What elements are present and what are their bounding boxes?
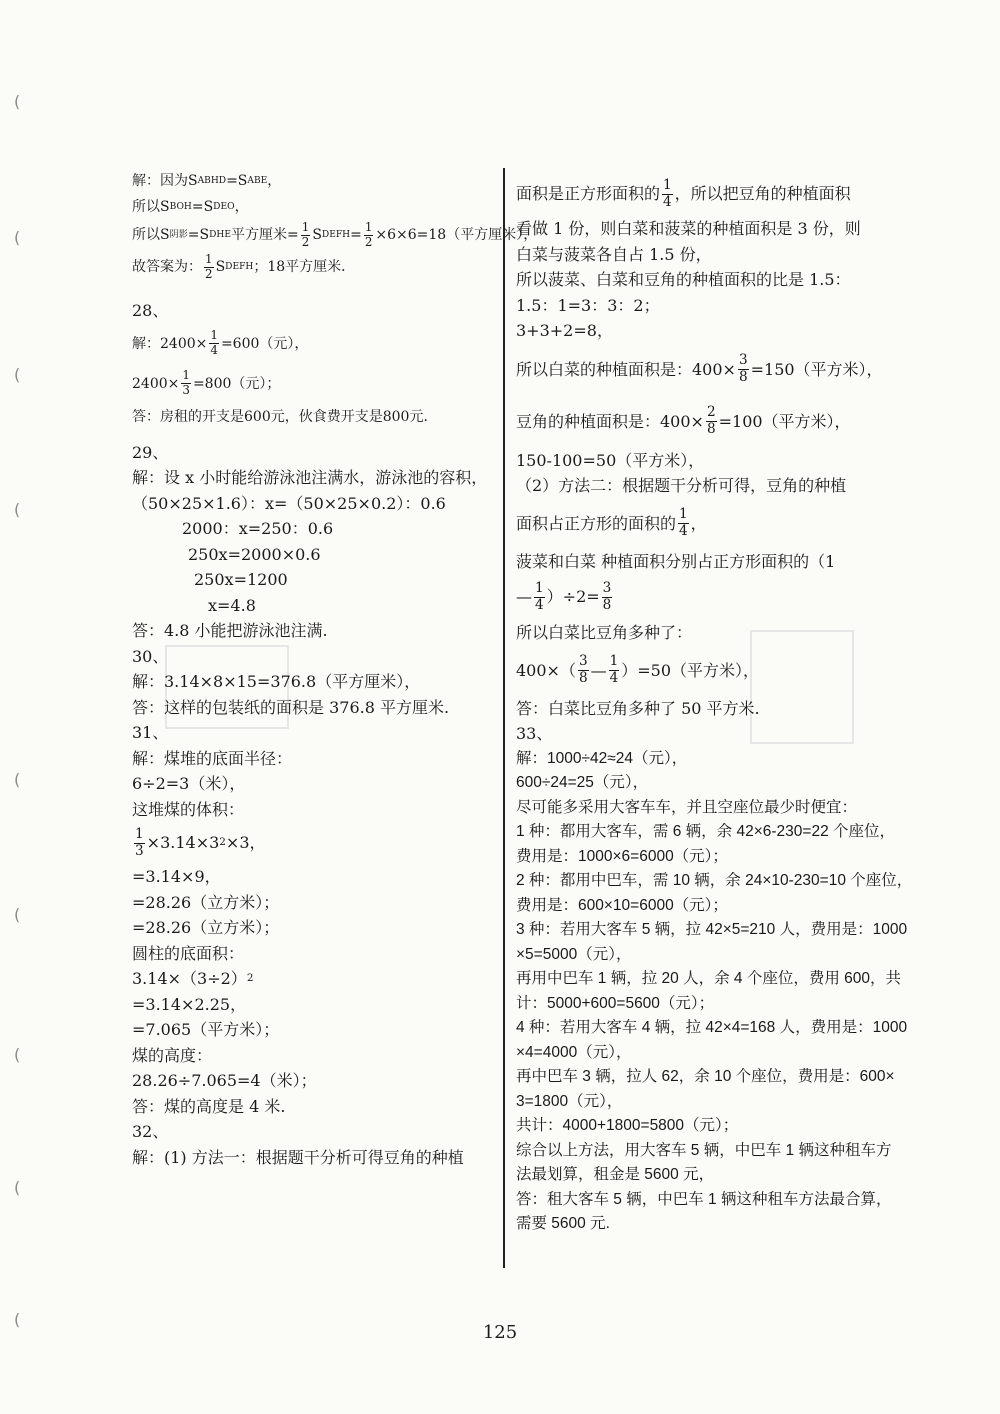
solution-line: 400×（ $\frac{3}{8}$ — $\frac{1}{4}$ ）=50（平方米）， — [516, 653, 760, 686]
solution-line: （50×25×1.6）：x=（50×25×0.2）：0.6 — [132, 493, 446, 513]
solution-line: =3.14×2.25， — [132, 994, 247, 1014]
answer-line: 答：4.8 小能把游泳池注满. — [132, 621, 328, 640]
solution-line: $\frac{1}{3}$ ×3.14×3 2 ×3， — [135, 825, 266, 859]
solution-line: 法最划算，租金是 5600 元， — [516, 1166, 715, 1183]
solution-line: 再用中巴车 1 辆，拉 20 人，余 4 个座位，费用 600，共 — [516, 970, 901, 987]
solution-line: 2400× $\frac{1}{3}$ =800（元）； — [132, 368, 281, 397]
solution-line: 3=1800（元）， — [516, 1092, 623, 1110]
solution-line: 解：设 x 小时能给游泳池注满水，游泳池的容积， — [132, 468, 488, 487]
answer-line: 答：煤的高度是 4 米. — [132, 1096, 286, 1116]
solution-line: 费用是：600×10=6000（元）； — [516, 896, 728, 914]
solution-line: 解：(1) 方法一：根据题干分析可得豆角的种植 — [132, 1147, 464, 1167]
fraction: $\frac{3}{8}$ — [738, 352, 748, 385]
fraction: $\frac{1}{4}$ — [535, 579, 544, 613]
binding-hole-mark: ( — [14, 365, 21, 384]
fraction: $\frac{1}{2}$ — [301, 219, 310, 249]
solution-line: 所以白菜比豆角多种了： — [516, 623, 693, 642]
binding-hole-mark: ( — [14, 228, 21, 247]
fraction: $\frac{3}{8}$ — [578, 653, 588, 686]
question-number: 33、 — [516, 724, 553, 743]
solution-line: — $\frac{1}{4}$ ）÷2= $\frac{3}{8}$ — [516, 579, 612, 613]
question-number: 30、 — [132, 646, 169, 666]
binding-hole-mark: ( — [14, 1310, 21, 1329]
binding-hole-mark: ( — [14, 92, 21, 111]
fraction: $\frac{3}{8}$ — [602, 579, 612, 613]
solution-line: 共计：4000+1800=5800（元）； — [516, 1117, 739, 1134]
question-number: 32、 — [132, 1122, 169, 1141]
solution-line: 所以S 阴影 =S DHE 平方厘米= $\frac{1}{2}$ S DEFH = $\frac{1}{2}$ ×6×6=18（平方厘米）， — [132, 219, 538, 249]
solution-line: 煤的高度： — [132, 1045, 213, 1065]
solution-line: 故答案为： $\frac{1}{2}$ S DEFH ；18平方厘米． — [132, 251, 356, 281]
solution-line: 250x=2000×0.6 — [188, 544, 321, 564]
solution-line: 6÷2=3（米）， — [132, 774, 246, 793]
solution-line: ×4=4000（元）， — [516, 1043, 632, 1061]
solution-line: ×5=5000（元）， — [516, 945, 632, 963]
binding-hole-mark: ( — [14, 1045, 21, 1064]
fraction: $\frac{1}{3}$ — [135, 825, 144, 859]
solution-line: 看做 1 份，则白菜和菠菜的种植面积是 3 份，则 — [516, 219, 861, 238]
solution-line: 1 种：都用大客车，需 6 辆，余 42×6-230=22 个座位， — [516, 823, 896, 840]
binding-hole-mark: ( — [14, 770, 21, 789]
solution-line: 综合以上方法，用大客车 5 辆，中巴车 1 辆这种租车方 — [516, 1141, 892, 1159]
fraction: $\frac{1}{3}$ — [182, 368, 190, 397]
solution-line: =28.26（立方米）； — [132, 892, 280, 912]
solution-line: 所以白菜的种植面积是：400× $\frac{3}{8}$ =150（平方米）， — [516, 352, 883, 385]
solution-line: 600÷24=25（元）， — [516, 774, 649, 791]
solution-line: 圆柱的底面积： — [132, 943, 245, 963]
question-number: 29、 — [132, 442, 169, 462]
column-divider — [503, 168, 505, 1268]
binding-hole-mark: ( — [14, 500, 21, 519]
solution-line: 再中巴车 3 辆，拉人 62，余 10 个座位，费用是：600× — [516, 1068, 895, 1085]
solution-line: 面积是正方形面积的 $\frac{1}{4}$ ，所以把豆角的种植面积 — [516, 176, 851, 210]
solution-line: 费用是：1000×6=6000（元）； — [516, 847, 728, 865]
solution-line: 尽可能多采用大客车车，并且空座位最少时便宜： — [516, 798, 858, 816]
solution-line: 面积占正方形的面积的 $\frac{1}{4}$ ， — [516, 506, 707, 539]
left-column — [132, 168, 538, 1170]
binding-hole-mark: ( — [14, 905, 21, 924]
solution-line: =28.26（立方米）； — [132, 918, 280, 937]
solution-line: 豆角的种植面积是：400× $\frac{2}{8}$ =100（平方米）， — [516, 404, 851, 437]
binding-hole-mark: ( — [14, 1178, 21, 1197]
fraction: $\frac{1}{4}$ — [679, 506, 688, 539]
solution-line: x=4.8 — [208, 595, 256, 615]
solution-line: 解：3.14×8×15=376.8（平方厘米）， — [132, 672, 421, 691]
solution-line: 150-100=50（平方米）， — [516, 450, 705, 470]
answer-line: 答：这样的包装纸的面积是 376.8 平方厘米. — [132, 697, 450, 717]
right-column — [516, 172, 913, 1237]
answer-line: 答：房租的开支是600元，伙食费开支是800元． — [132, 408, 438, 425]
fraction: $\frac{2}{8}$ — [706, 404, 716, 437]
fraction: $\frac{1}{4}$ — [210, 328, 218, 357]
solution-line: 3 种：若用大客车 5 辆，拉 42×5=210 人，费用是：1000 — [516, 921, 908, 938]
solution-line: =7.065（平方米）； — [132, 1020, 280, 1039]
solution-line: 解：1000÷42≈24（元）， — [516, 749, 688, 767]
solution-line: 解：2400× $\frac{1}{4}$ =600（元）， — [132, 328, 309, 357]
solution-line: 菠菜和白菜 种植面积分别占正方形面积的（1 — [516, 551, 836, 571]
solution-line: =3.14×9， — [132, 867, 221, 886]
solution-line: 解：因为S ABHD =S ABE ， — [132, 173, 282, 189]
page-number: 125 — [482, 1322, 518, 1343]
fraction: $\frac{1}{2}$ — [205, 251, 213, 281]
solution-line: 所以S BOH =S DEO ， — [132, 199, 249, 215]
fraction: $\frac{1}{4}$ — [609, 653, 619, 686]
answer-line: 答：白菜比豆角多种了 50 平方米. — [516, 698, 760, 718]
solution-line: 4 种：若用大客车 4 辆，拉 42×4=168 人，费用是：1000 — [516, 1019, 908, 1036]
solution-line: （2）方法二：根据题干分析可得，豆角的种植 — [516, 476, 847, 495]
answer-line: 答：租大客车 5 辆，中巴车 1 辆这种租车方法最合算， — [516, 1190, 892, 1208]
solution-line: 白菜与菠菜各自占 1.5 份， — [516, 244, 712, 264]
fraction: $\frac{1}{4}$ — [663, 176, 672, 210]
solution-line: 2000：x=250：0.6 — [182, 519, 334, 538]
question-number: 31、 — [132, 723, 169, 742]
solution-line: 2 种：都用中巴车，需 10 辆，余 24×10-230=10 个座位， — [516, 872, 913, 889]
solution-line: 28.26÷7.065=4（米）； — [132, 1071, 317, 1090]
solution-line: 解：煤堆的底面半径： — [132, 748, 293, 768]
answer-line: 需要 5600 元. — [516, 1215, 610, 1232]
solution-line: 所以菠菜、白菜和豆角的种植面积的比是 1.5： — [516, 270, 851, 289]
solution-line: 1.5：1=3：3：2； — [516, 295, 660, 315]
solution-line: 250x=1200 — [194, 570, 288, 589]
solution-line: 3.14×（3÷2） 2 — [132, 969, 254, 988]
question-number: 28、 — [132, 301, 169, 320]
solution-line: 计：5000+600=5600（元）； — [516, 994, 715, 1012]
fraction: $\frac{1}{2}$ — [364, 219, 373, 249]
solution-line: 3+3+2=8， — [516, 321, 613, 340]
solution-line: 这堆煤的体积： — [132, 799, 245, 819]
